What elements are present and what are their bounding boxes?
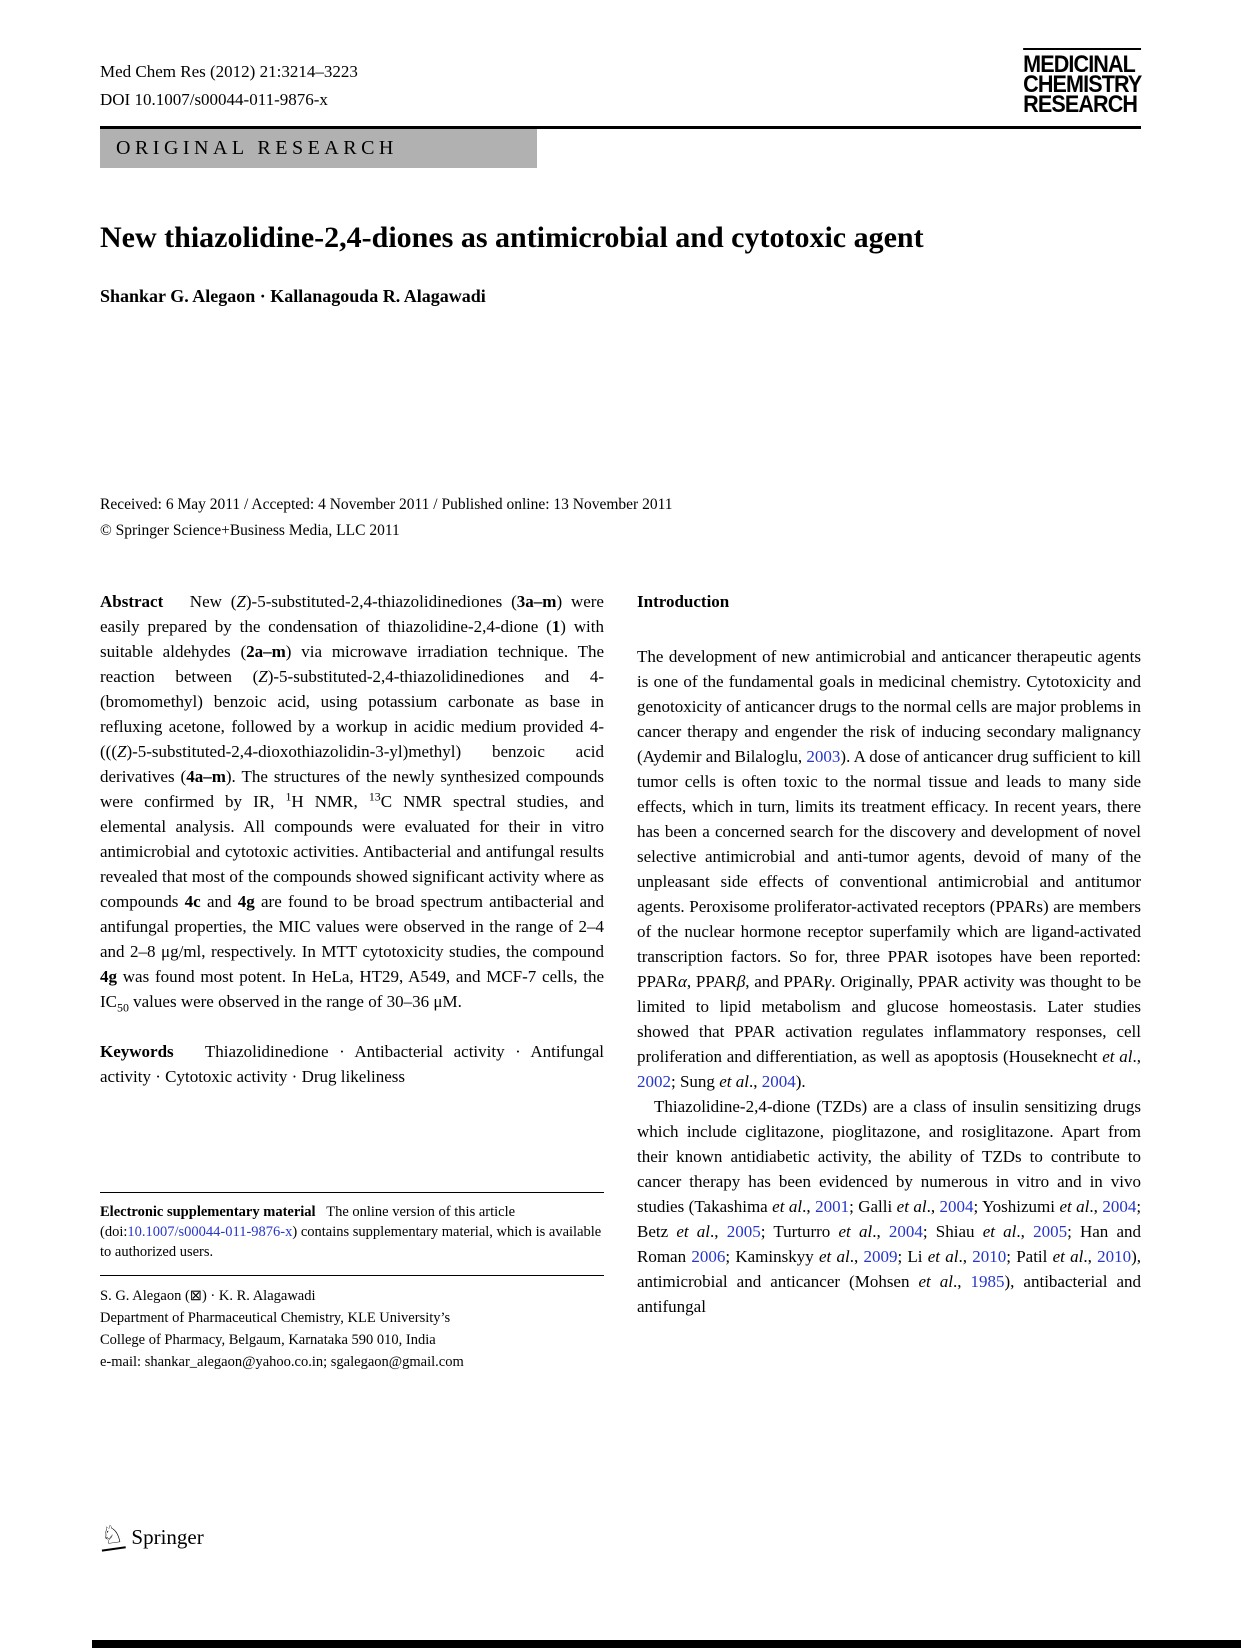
text-segment: 4g [237, 892, 255, 911]
text-segment: γ [824, 972, 832, 991]
citation-link[interactable]: 2005 [726, 1222, 761, 1241]
copyright-line: © Springer Science+Business Media, LLC 2011 [100, 522, 400, 539]
journal-doi: DOI 10.1007/s00044-011-9876-x [100, 90, 328, 109]
publisher-name: Springer [131, 1525, 204, 1549]
corresponding-author-line: S. G. Alegaon (⊠) · K. R. Alagawadi [100, 1288, 316, 1304]
citation-link[interactable]: 2004 [1102, 1197, 1137, 1216]
keywords-paragraph: Keywords Thiazolidinedione · Antibacterial activity · Antifungal activity · Cytotoxic activity · Drug likeliness [100, 1042, 604, 1086]
text-segment: Z [258, 667, 268, 686]
introduction-paragraph-1: The development of new antimicrobial and anticancer therapeutic agents is one of the fundamental goals in medicinal chemistry. Cytotoxicity and genotoxicity of anticancer drugs to the normal cells are major problems in cancer therapy and engender the risk of inducing secondary malignancy (Aydemir and Bilaloglu, 2003). A dose of anticancer drug sufficient to kill tumor cells is often toxic to the normal tissue and leads to many side effects, which in turn, limits its treatment efficacy. In recent years, there has been a concerned search for the discovery and development of novel selective antimicrobial and anti-tumor agents, devoid of many of the unpleasant side effects of conventional antimicrobial and antitumor agents. Peroxisome proliferator-activated receptors (PPARs) are members of the nuclear hormone receptor superfamily which are ligand-activated transcription factors. So for, three PPAR isotopes have been reported: PPARα, PPARβ, and PPARγ. Originally, PPAR activity was thought to be limited to lipid metabolism and glucose homeostasis. Later studies showed that PPAR activation regulates inflammatory responses, cell proliferation and differentiation, as well as apoptosis (Houseknecht et al., 2002; Sung et al., 2004). [637, 647, 1142, 1091]
text-segment: et al [818, 1247, 850, 1266]
page-header [100, 51, 1141, 118]
text-segment: Electronic supplementary material [100, 1204, 316, 1220]
springer-knight-icon: ♘ [98, 1518, 126, 1551]
journal-logo [1022, 48, 1141, 118]
two-column-body [100, 589, 1141, 1373]
text-segment: Abstract [100, 592, 164, 611]
citation-link[interactable]: 2005 [1033, 1222, 1068, 1241]
citation-link[interactable]: 2001 [815, 1197, 850, 1216]
text-segment: et al [927, 1247, 959, 1266]
citation-link[interactable]: 10.1007/s00044-011-9876-x [127, 1224, 293, 1240]
text-segment: et al [719, 1072, 749, 1091]
citation-link[interactable]: 2009 [863, 1247, 898, 1266]
citation-link[interactable]: 2010 [972, 1247, 1007, 1266]
citation-link[interactable]: 2004 [888, 1222, 923, 1241]
text-segment: et al [896, 1197, 927, 1216]
section-heading-introduction: Introduction [637, 592, 730, 611]
text-segment: et al [772, 1197, 803, 1216]
text-segment: et al [838, 1222, 873, 1241]
citation-link[interactable]: 2002 [637, 1072, 671, 1091]
journal-citation: Med Chem Res (2012) 21:3214–3223 [100, 62, 358, 81]
citation-link[interactable]: 1985 [970, 1272, 1005, 1291]
journal-logo-wrap [1007, 48, 1141, 117]
text-segment: et al [982, 1222, 1017, 1241]
received-accepted-line: Received: 6 May 2011 / Accepted: 4 November 2011 / Published online: 13 November 2011 [100, 496, 673, 513]
footnote-rule [100, 1192, 604, 1193]
author-list: Shankar G. Alegaon · Kallanagouda R. Alagawadi [100, 286, 486, 306]
footnote-rule [100, 1275, 604, 1276]
text-segment: α [677, 972, 687, 991]
text-segment: 2a–m [246, 642, 286, 661]
text-segment: 13 [368, 789, 381, 804]
text-segment: 4g [100, 967, 117, 986]
text-segment: 3a–m [516, 592, 557, 611]
supplementary-material-note: Electronic supplementary material The online version of this article (doi:10.1007/s00044-011-9876-x) contains supplementary material, which is available to authorized users. [100, 1204, 602, 1260]
text-segment: 50 [117, 1000, 129, 1015]
citation-link[interactable]: 2004 [761, 1072, 796, 1091]
journal-logo-line: RESEARCH [1022, 91, 1137, 118]
text-segment: Z [236, 592, 246, 611]
text-segment: et al [1059, 1197, 1090, 1216]
citation-link[interactable]: 2010 [1097, 1247, 1132, 1266]
citation-link[interactable]: 2006 [691, 1247, 726, 1266]
journal-logo-line: MEDICINAL [1022, 51, 1135, 78]
text-segment: 1 [551, 617, 561, 636]
text-segment: 1 [285, 789, 292, 804]
abstract-paragraph: Abstract New (Z)-5-substituted-2,4-thiazolidinediones (3a–m) were easily prepared by the condensation of thiazolidine-2,4-dione (1) with suitable aldehydes (2a–m) via microwave irradiation technique. The reaction between (Z)-5-substituted-2,4-thiazolidinediones and 4-(bromomethyl) benzoic acid, using potassium carbonate as base in refluxing acetone, followed by a workup in acidic medium provided 4-(((Z)-5-substituted-2,4-dioxothiazolidin-3-yl)methyl) benzoic acid derivatives (4a–m). The structures of the newly synthesized compounds were confirmed by IR, $^1$H NMR, $^{13}$C NMR spectral studies, and elemental analysis. All compounds were evaluated for their in vitro antimicrobial and cytotoxic activities. Antibacterial and antifungal results revealed that most of the compounds showed significant activity where as compounds 4c and 4g are found to be broad spectrum antibacterial and antifungal properties, the MIC values were observed in the range of 2–4 and 2–8 μg/ml, respectively. In MTT cytotoxicity studies, the compound 4g was found most potent. In HeLa, HT29, A549, and MCF-7 cells, the $IC_{50}$ values were observed in the range of 30–36 μM. [100, 592, 605, 1015]
article-history-block [100, 492, 1141, 544]
article-type-banner [100, 129, 537, 168]
affiliation-line: Department of Pharmaceutical Chemistry, KLE University’s [100, 1310, 451, 1326]
text-segment: et al [1052, 1247, 1084, 1266]
right-column [637, 589, 1141, 1373]
citation-link[interactable]: 2004 [939, 1197, 974, 1216]
page-bottom-edge [92, 1640, 1241, 1648]
text-segment: 4a–m [186, 767, 226, 786]
journal-reference-block [100, 58, 358, 114]
affiliation-line: College of Pharmacy, Belgaum, Karnataka 590 010, India [100, 1332, 436, 1348]
journal-logo-line: CHEMISTRY [1022, 71, 1141, 98]
left-column [100, 589, 604, 1373]
email-line: e-mail: shankar_alegaon@yahoo.co.in; sgalegaon@gmail.com [100, 1354, 464, 1370]
text-segment: et al [918, 1272, 953, 1291]
footnote-block [100, 1192, 604, 1373]
citation-link[interactable]: 2003 [806, 747, 841, 766]
introduction-paragraph-2: Thiazolidine-2,4-dione (TZDs) are a class of insulin sensitizing drugs which include ciglitazone, pioglitazone, and rosiglitazone. Apart from their known antidiabetic activity, the ability of TZDs to contribute to cancer therapy has been evidenced by numerous in vitro and in vivo studies (Takashima et al., 2001; Galli et al., 2004; Yoshizumi et al., 2004; Betz et al., 2005; Turturro et al., 2004; Shiau et al., 2005; Han and Roman 2006; Kaminskyy et al., 2009; Li et al., 2010; Patil et al., 2010), antimicrobial and anticancer (Mohsen et al., 1985), antibacterial and antifungal [637, 1097, 1142, 1316]
text-segment: et al [676, 1222, 711, 1241]
text-segment: et al [1102, 1047, 1133, 1066]
text-segment: 4c [184, 892, 201, 911]
article-title: New thiazolidine-2,4-diones as antimicrobial and cytotoxic agent [100, 221, 924, 254]
article-type-label: ORIGINAL RESEARCH [116, 137, 398, 159]
text-segment: β [736, 972, 746, 991]
text-segment: Z [116, 742, 127, 761]
text-segment: Keywords [100, 1042, 174, 1061]
springer-publisher-mark [98, 1518, 204, 1551]
affiliation-block [100, 1285, 604, 1373]
